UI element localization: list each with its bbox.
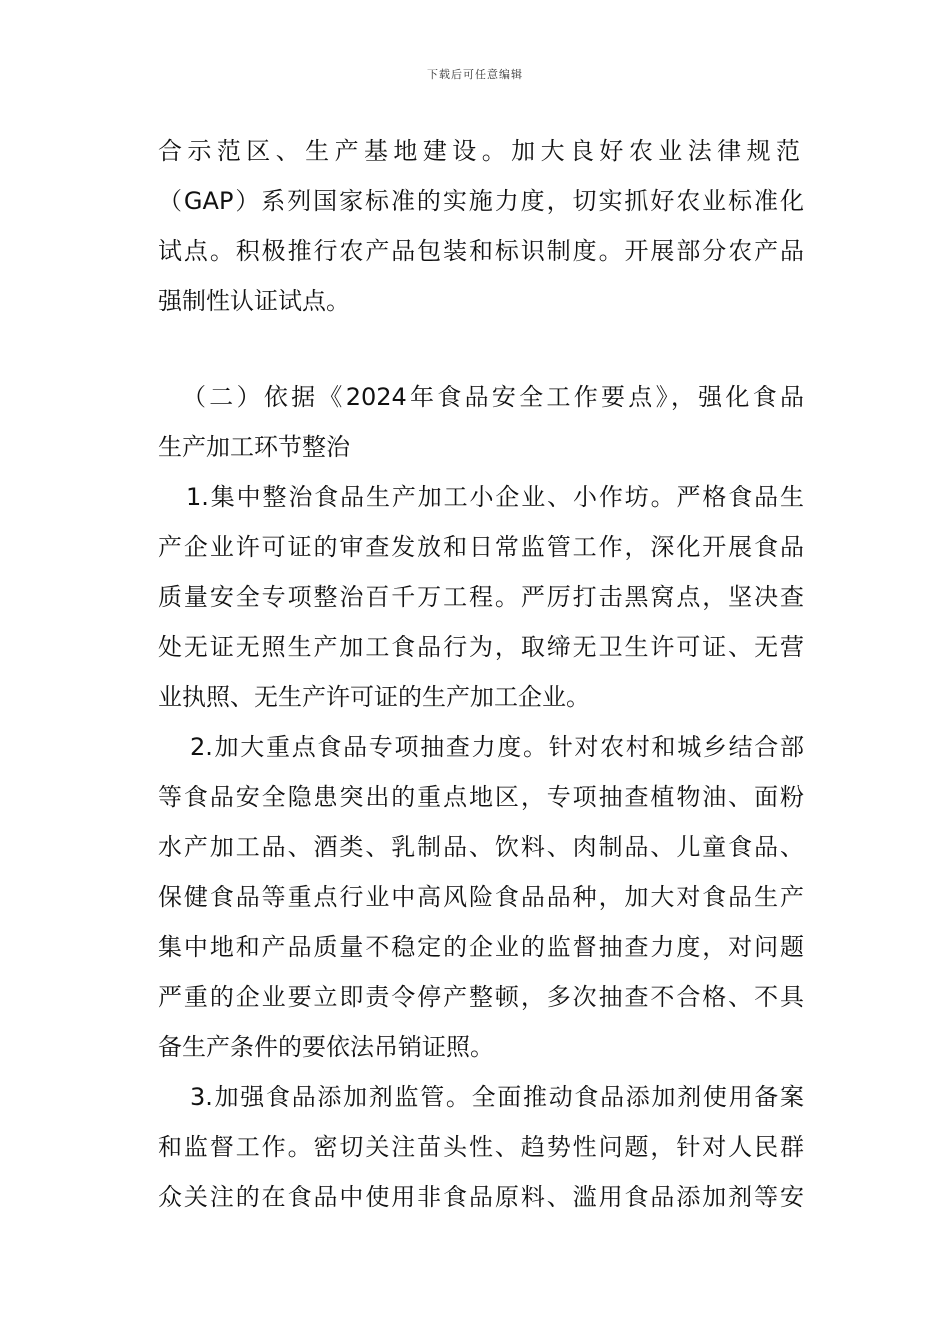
- text-line: 质量安全专项整治百千万工程。严厉打击黑窝点，坚决查: [158, 583, 804, 611]
- text-line: 处无证无照生产加工食品行为，取缔无卫生许可证、无营: [158, 633, 804, 661]
- text-line: 集中地和产品质量不稳定的企业的监督抽查力度，对问题: [158, 933, 804, 961]
- text-line: 3.加强食品添加剂监管。全面推动食品添加剂使用备案: [190, 1083, 804, 1111]
- text-line: 业执照、无生产许可证的生产加工企业。: [158, 683, 590, 711]
- text-line: 等食品安全隐患突出的重点地区，专项抽查植物油、面粉: [158, 783, 804, 811]
- document-body: [158, 126, 804, 1222]
- heading-line: 生产加工环节整治: [158, 433, 350, 461]
- paragraph-item-3: [158, 1072, 804, 1222]
- text-line: 试点。积极推行农产品包装和标识制度。开展部分农产品: [158, 237, 804, 265]
- paragraph-continuation: [158, 126, 804, 326]
- page-header: 下载后可任意编辑: [427, 68, 523, 81]
- section-heading: [158, 372, 804, 472]
- text-line: 水产加工品、酒类、乳制品、饮料、肉制品、儿童食品、: [158, 833, 804, 861]
- text-line: 合示范区、生产基地建设。加大良好农业法律规范: [158, 137, 804, 165]
- paragraph-item-1: [158, 472, 804, 722]
- text-line: 严重的企业要立即责令停产整顿，多次抽查不合格、不具: [158, 983, 804, 1011]
- text-line: 和监督工作。密切关注苗头性、趋势性问题，针对人民群: [158, 1133, 804, 1161]
- text-line: 产企业许可证的审查发放和日常监管工作，深化开展食品: [158, 533, 804, 561]
- heading-line: （二）依据《2024年食品安全工作要点》，强化食品: [182, 383, 804, 411]
- paragraph-item-2: [158, 722, 804, 1072]
- text-line: 1.集中整治食品生产加工小企业、小作坊。严格食品生: [186, 483, 804, 511]
- text-line: 强制性认证试点。: [158, 287, 350, 315]
- text-line: 2.加大重点食品专项抽查力度。针对农村和城乡结合部: [190, 733, 804, 761]
- text-line: 保健食品等重点行业中高风险食品品种，加大对食品生产: [158, 883, 804, 911]
- text-line: （GAP）系列国家标准的实施力度，切实抓好农业标准化: [158, 187, 804, 215]
- text-line: 众关注的在食品中使用非食品原料、滥用食品添加剂等安: [158, 1183, 804, 1211]
- text-line: 备生产条件的要依法吊销证照。: [158, 1033, 494, 1061]
